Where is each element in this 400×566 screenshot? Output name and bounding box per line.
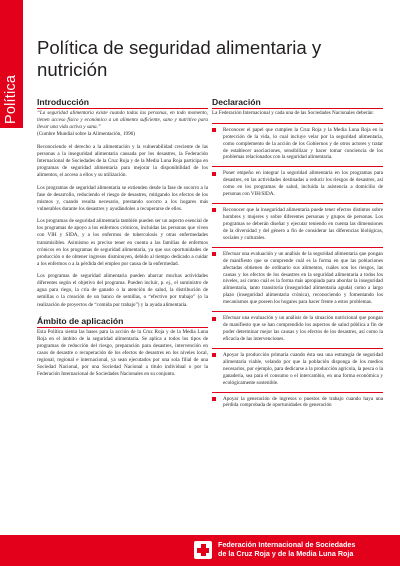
list-item: Apoyar la generación de ingresos o puestos de trabajo cuando haya una pérdida comprobada de oportunidades de generación: [212, 392, 383, 410]
list-item: Efectuar una evaluación y un análisis de la situación nutricional que pongan de manifiesto que se han comprendido los aspectos de salud pública a fin de poder determinar mejor las causas y los efectos de los desastres, así como la eficacia de las intervenciones.: [212, 311, 383, 343]
red-cross-logo-icon: [194, 541, 212, 559]
intro-paragraph: Los programas de seguridad alimentaria pueden abarcar muchas actividades diferentes según el objetivo del programa. Pueden incluir, p. ej., el suministro de agua para riego, la cría de ganado o la atención de salud, la distribución de semillas o la creación de un banco de semillas, o “efectivo por trabajo” (o la realización de proyectos de “comida por trabajo”) y la ayuda alimentaria.: [37, 273, 208, 308]
list-item: Reconocer el papel que cumplen la Cruz Roja y la Media Luna Roja en la protección de la vida, lo cual incluye velar por la seguridad alimentaria, como complemento de la acción de los Gobiernos y de otros actores y tratar de establecer asociaciones, sensibilizar y hacer tomar conciencia de los problemas relacionados con la seguridad alimentaria.: [212, 123, 383, 162]
introduction-heading: Introducción: [37, 97, 208, 109]
list-item: Reconocer que la inseguridad alimentaria puede tener efectos distintos sobre hombres y mujeres y sobre diferentes personas y grupos de personas. Los programas se deberán diseñar y ejecutar teniendo en cuenta las dimensiones de la diversidad y del género a fin de considerar las diferencias biológicas, sociales y culturales.: [212, 203, 383, 242]
intro-quote: “La seguridad alimentaria existe cuando todas las personas, en todo momento, tienen acceso físico y económico a un alimento suficiente, sano y nutritivo para llevar una vida activa y sana.”: [37, 110, 208, 131]
list-item: Poner empeño en integrar la seguridad alimentaria en los programas para desastres, en las actividades destinadas a reducir los riesgos de desastres, así como en los programas de salud, incluida la asistencia a domicilio de personas con VIH/SIDA.: [212, 166, 383, 198]
organization-name: [218, 540, 398, 558]
red-square-bullet-icon: [212, 397, 216, 401]
red-square-bullet-icon: [212, 252, 216, 256]
intro-paragraph: Los programas de seguridad alimentaria se extienden desde la fase de socorro a la fase de desarrollo, reduciendo el riesgo de desastres, mitigando los efectos de los mismos y, cuando resulta necesario, prestando socorro a los hogares más vulnerables durante los desastres y ayudándoles a recuperarse de ellos.: [37, 184, 208, 212]
organization-name-line: Federación Internacional de Sociedades: [218, 540, 356, 549]
red-square-bullet-icon: [212, 128, 216, 132]
red-square-bullet-icon: [212, 317, 216, 321]
list-item: Apoyar la producción primaria cuando ésta sea una estrategia de seguridad alimentaria viable, velando por que la población disponga de los medios necesarios, por ejemplo, para dedicarse a la producción agrícola, la pesca o la ganadería, sea para el consumo o el intercambio, en una forma económica y ecológicamente sostenible.: [212, 348, 383, 387]
declaration-list: [212, 123, 383, 410]
scope-heading: Ámbito de aplicación: [37, 316, 208, 328]
declaration-heading: Declaración: [212, 97, 383, 109]
red-square-bullet-icon: [212, 172, 216, 176]
intro-paragraph: Los programas de seguridad alimentaria también pueden ser un aspecto esencial de los programas de apoyo a los enfermos crónicos, incluidas las personas que viven con VIH y SIDA, y a los enfermos de tuberculosis y otras enfermedades transmisibles. Asimismo es preciso tener en cuenta a las familias de enfermos crónicos en los programas de seguridad alimentaria, ya que sus oportunidades de producción o de obtener ingresos disminuyen, debido al tiempo dedicado a cuidar a los enfermos o a la pérdida del empleo por causa de la enfermedad.: [37, 218, 208, 267]
right-column: [212, 97, 383, 414]
list-item: Efectuar una evaluación y un análisis de la seguridad alimentaria que pongan de manifiesto que se comprende cuál es la forma en que las poblaciones afectadas obtienen de ordinario sus alimentos, cuáles son los riesgos, las causas y los efectos de los desastres en la seguridad alimentaria a todos los niveles, así como cuál es la forma más apropiada para abordar la inseguridad alimentaria, tanto transitoria (inseguridad alimentaria aguda) como a largo plazo (inseguridad alimentaria crónica), reconociendo y fomentando los mecanismos que poseen los hogares para hacer frente a estos problemas.: [212, 247, 383, 307]
declaration-intro: La Federación Internacional y cada una de las Sociedades Nacionales deberán:: [212, 110, 374, 116]
red-square-bullet-icon: [212, 208, 216, 212]
left-column: [37, 97, 208, 383]
red-square-bullet-icon: [212, 353, 216, 357]
intro-quote-source: (Cumbre Mundial sobre la Alimentación, 1996): [37, 131, 135, 138]
scope-paragraph: Esta Política sienta las bases para la acción de la Cruz Roja y de la Media Luna Roja en el ámbito de la seguridad alimentaria. Se aplica a todos los tipos de programas de reducción del riesgo, preparación para desastres, intervención en casos de desastre o recuperación de los efectos de desastres en los niveles local, regional, regional e internacional, ya sean ejecutados por una sola filial de una Sociedad Nacional, por una Sociedad Nacional a título individual o por la Federación Internacional de Sociedades Nacionales en su conjunto.: [37, 328, 208, 377]
page-title: Política de seguridad alimentaria y nutrición: [37, 37, 322, 80]
intro-paragraph: Reconociendo el derecho a la alimentación y la vulnerabilidad creciente de las personas a la inseguridad alimentaria causada por los desastres, la Federación Internacional de Sociedades de la Cruz Roja y de la Media Luna Roja participa en programas de seguridad alimentaria para mejorar la disponibilidad de los alimentos, el acceso a ellos y su utilización.: [37, 143, 208, 178]
organization-name-line: de la Cruz Roja y de la Media Luna Roja: [218, 549, 354, 558]
section-tab: [0, 0, 23, 128]
section-tab-label: Política: [3, 74, 19, 124]
